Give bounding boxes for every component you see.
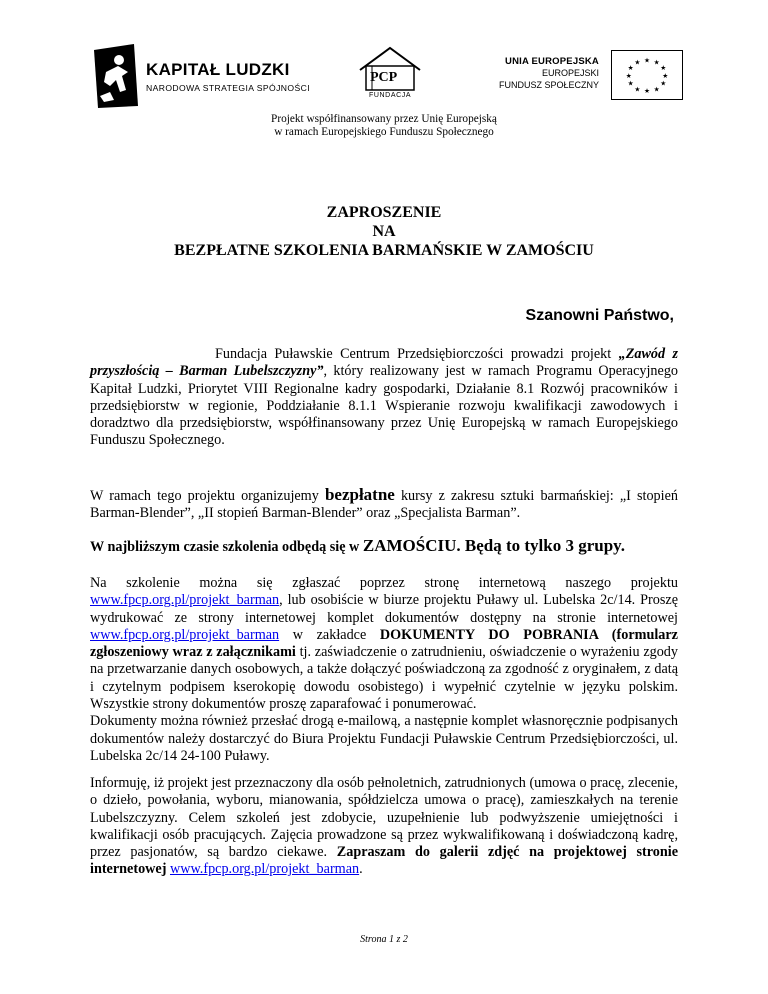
eu-flag-icon bbox=[611, 50, 683, 100]
project-link-1[interactable]: www.fpcp.org.pl/projekt_barman bbox=[90, 592, 280, 609]
eu-line3: FUNDUSZ SPOŁECZNY bbox=[498, 80, 599, 90]
p4-text-c: w zakładce bbox=[279, 626, 380, 643]
p3-text-a: W najbliższym czasie szkolenia odbędą się w bbox=[90, 539, 363, 555]
paragraph-registration bbox=[90, 575, 678, 765]
svg-text:★: ★ bbox=[660, 79, 667, 88]
p1-text-b: , który realizowany jest w ramach Programu Operacyjnego Kapitał Ludzki, Priorytet VIII Regionalne kadry gospodarki, Działanie 8.1 Rozwój pracowników i przedsiębiorstw w regionie, Poddziałanie 8.1.1 Wspieranie rozwoju kwalifikacji zawodowych i doradztwo dla przedsiębiorstw, współfinansowany przez Unię Europejską w ramach Europejskiego Funduszu Społecznego. bbox=[90, 363, 679, 449]
p4-text-d: tj. zaświadczenie o zatrudnieniu, oświadczenie o wyrażeniu zgody na przetwarzanie danych osobowych, a także dołączyć poświadczoną za zgodność z oryginałem, z datą i czytelnym podpisem kserokopię dowodu osobistego) i wypełnić czytelnie w języku polskim. Wszystkie strony dokumentów proszę zaparafować i ponumerować. bbox=[90, 644, 678, 713]
svg-text:★: ★ bbox=[627, 64, 634, 73]
eu-line2: EUROPEJSKI bbox=[541, 68, 599, 78]
paragraph-project-intro bbox=[90, 346, 678, 450]
paragraph-courses bbox=[90, 486, 678, 523]
kapital-ludzki-subtitle: NARODOWA STRATEGIA SPÓJNOŚCI bbox=[146, 83, 310, 93]
p4-text-b: , lub osobiście w biurze projektu Puławy ul. Lubelska 2c/14. Proszę wydrukować ze strony internetowej komplet dokumentów dostępny na stronie internetowej bbox=[90, 592, 678, 626]
cofunding-notice bbox=[0, 113, 768, 139]
svg-text:★: ★ bbox=[660, 64, 667, 73]
gallery-invite: Zapraszam do galerii zdjęć na projektowej stronie internetowej bbox=[90, 844, 678, 878]
pcp-foundation-logo bbox=[356, 44, 424, 106]
pcp-fundacja-text: FUNDACJA bbox=[369, 92, 412, 99]
svg-text:★: ★ bbox=[634, 58, 641, 67]
svg-text:★: ★ bbox=[627, 79, 634, 88]
kapital-ludzki-logo bbox=[92, 42, 310, 112]
documents-download-label: DOKUMENTY DO POBRANIA (formularz zgłoszeniowy wraz z załącznikami bbox=[90, 626, 678, 661]
kapital-ludzki-mark-icon bbox=[92, 42, 140, 110]
kapital-ludzki-title: KAPITAŁ LUDZKI bbox=[146, 60, 290, 79]
paragraph-eligibility bbox=[90, 775, 678, 879]
cofunding-line1: Projekt współfinansowany przez Unię Europejską bbox=[271, 113, 497, 125]
eu-logo bbox=[498, 50, 685, 110]
svg-text:★: ★ bbox=[653, 58, 660, 67]
pcp-text: PCP bbox=[370, 70, 398, 85]
heading-line1: ZAPROSZENIE bbox=[326, 204, 442, 221]
p5-text-a: Informuję, iż projekt jest przeznaczony dla osób pełnoletnich, zatrudnionych (umowa o pracę, zlecenie, o dzieło, powołania, wyboru, mianowania, spółdzielcza umowa o pracę), zamieszkałych na terenie Lubelszczyzny. Celem szkoleń jest zdobycie, uzupełnienie lub podwyższenie umiejętności i kwalifikacji osób pracujących. Zajęcia prowadzone są przez wykwalifikowaną i doświadczoną kadrę, przez pasjonatów, są bardzo ciekawe. bbox=[90, 775, 678, 861]
svg-text:★: ★ bbox=[643, 56, 651, 65]
p1-text-a: Fundacja Puławskie Centrum Przedsiębiorczości prowadzi projekt bbox=[215, 346, 619, 362]
svg-text:★: ★ bbox=[653, 85, 660, 94]
free-label: bezpłatne bbox=[324, 485, 395, 504]
gallery-link[interactable]: www.fpcp.org.pl/projekt_barman bbox=[169, 861, 360, 878]
invitation-heading bbox=[0, 203, 768, 260]
project-link-2[interactable]: www.fpcp.org.pl/projekt_barman bbox=[90, 626, 280, 643]
salutation: Szanowni Państwo, bbox=[525, 307, 674, 324]
svg-text:★: ★ bbox=[634, 85, 641, 94]
p2-text-b: kursy z zakresu sztuki barmańskiej: „I stopień Barman-Blender”, „II stopień Barman-Blender” oraz „Specjalista Barman”. bbox=[90, 488, 678, 522]
p4-text-e: Dokumenty można również przesłać drogą e-mailową, a następnie komplet własnoręcznie podpisanych dokumentów należy dostarczyć do Biura Projektu Fundacji Puławskie Centrum Przedsiębiorczości, ul. Lubelska 2c/14 24-100 Puławy. bbox=[90, 713, 678, 764]
svg-text:★: ★ bbox=[662, 71, 669, 80]
eu-line1: UNIA EUROPEJSKA bbox=[505, 56, 599, 67]
p4-text-a: Na szkolenie można się zgłaszać poprzez stronę internetową naszego projektu bbox=[90, 575, 678, 591]
heading-line3: BEZPŁATNE SZKOLENIA BARMAŃSKIE W ZAMOŚCIU bbox=[174, 242, 594, 259]
p5-end: . bbox=[359, 861, 363, 878]
svg-text:★: ★ bbox=[625, 71, 632, 80]
heading-line2: NA bbox=[372, 223, 396, 240]
cofunding-line2: w ramach Europejskiego Funduszu Społecznego bbox=[274, 126, 494, 138]
page-number: Strona 1 z 2 bbox=[360, 934, 408, 945]
p2-text-a: W ramach tego projektu organizujemy bbox=[90, 488, 325, 504]
svg-text:★: ★ bbox=[643, 87, 651, 96]
location-groups: ZAMOŚCIU. Będą to tylko 3 grupy. bbox=[362, 536, 625, 555]
paragraph-location bbox=[90, 537, 678, 556]
project-name: „Zawód z przyszłością – Barman Lubelszczyzny” bbox=[90, 346, 678, 380]
eu-text bbox=[499, 56, 599, 91]
